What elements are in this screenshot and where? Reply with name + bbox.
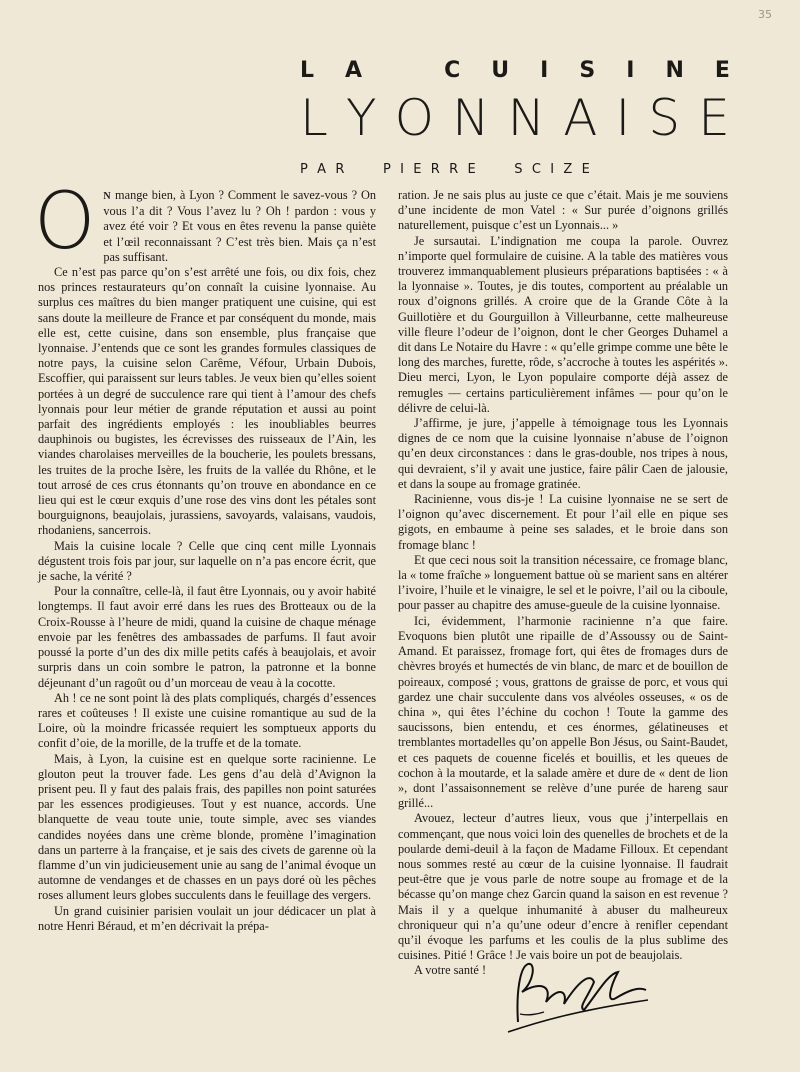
- body-paragraph: Pour la connaître, celle-là, il faut être Lyonnais, ou y avoir habité longtemps. Il faut avoir erré dans les rues des Brotteaux ou de la Croix-Rousse à l’heure de midi, quand la cuisine de chaque ménage envoie par les fenêtres des ambassades de parfums. Il faut avoir poussé la porte d’un des dix mille petits cafés à beaujolais, et avoir surpris dans un coin sombre le patron, la patronne et la bonne déjeunant d’un ragoût ou d’un morceau de veau à la cocotte.: [38, 584, 376, 690]
- right-column: [398, 188, 728, 979]
- kicker-letter: S: [579, 58, 596, 83]
- body-paragraph: Je sursautai. L’indignation me coupa la parole. Ouvrez n’importe quel formulaire de cuisine. A la table des matières vous trouverez immanquablement plusieurs préparations baptisées : « à la lyonnaise ». Toutes, je dis toutes, comportent au préalable un roux d’oignons grillés. A croire que de la Grande Côte à la Guillotière et du Gourguillon à Villeurbanne, cette malheureuse ville fleure l’odeur de l’oignon, dont le cher Georges Duhamel a dit dans Le Notaire du Havre : « qu’elle grimpe comme une bête le long des marches, furette, rôde, s’accroche à toutes les aspérités ». Dieu merci, Lyon, le Lyon populaire comporte déjà assez de remugles — certains particulièrement infâmes — pour qu’on le délivre de celui-là.: [398, 233, 728, 415]
- article-kicker: [300, 58, 730, 83]
- kicker-letter: I: [626, 58, 635, 83]
- right-continued-paragraph: ration. Je ne sais plus au juste ce que c’était. Mais je me souviens d’une incidente de mon Vatel : « Sur purée d’oignons grillés naturellement, puisque c’est un Lyonnais... »: [398, 188, 728, 233]
- title-letter: A: [563, 89, 598, 147]
- left-column: [34, 177, 376, 934]
- first-paragraph-text: mange bien, à Lyon ? Comment le savez-vous ? On vous l’a dit ? Vous l’avez lu ? Oh ! pardon : vous y avez été voir ? Et vous en êtes revenu la panse quiète et l’œil reconnaissant ? C’est très bien. Mais ça n’est pas suffisant.: [103, 188, 376, 264]
- title-letter: O: [394, 89, 435, 147]
- byline-letter: S: [514, 162, 523, 177]
- first-paragraph: [34, 177, 376, 267]
- body-paragraph: Et que ceci nous soit la transition nécessaire, ce fromage blanc, la « tome fraîche » longuement battue où se marient sans en altérer l’ivoire, l’huile et le vinaigre, le sel et le poivre, l’ail ou la ciboule, pour passer au chapitre des amuse-gueule de la cuisine lyonnaise.: [398, 552, 728, 613]
- body-paragraph: Ce n’est pas parce qu’on s’est arrêté une fois, ou dix fois, chez nos princes restaurateurs qu’on connaît la cuisine lyonnaise. Au surplus ces maîtres du bien manger pratiquent une cuisine, qui est sans doute la meilleure de France et par conséquent du monde, mais elle est, cette cuisine, dans son ensemble, plus française que lyonnaise. J’entends que ce sont les grandes formules classiques de notre pays, la cuisine selon Carême, Véfour, Urbain Dubois, Escoffier, qui paraissent sur leurs tables. Je veux bien qu’elles soient portées à un degré de succulence rare qui tient à l’amour des chefs lyonnais pour leur métier de grande réputation et aussi au point parfait des ingrédients employés : les inoubliables beurres dauphinois ou bugistes, les écrevisses des ruisseaux de l’Ain, les viandes charolaises merveilles de la boucherie, les poulets bressans, les truites de la proche Isère, les fruits de la vallée du Rhône, et le tout arrosé de ces crus étonnants qu’on trouve en abondance en ce lieu qui est le cœur exquis d’une rose des vins dont les pétales sont bourguignons, beaujolais, jurassiens, savoyards, valaisans, vaudois, rhodaniens, sancerrois.: [38, 265, 376, 538]
- kicker-letter: [393, 58, 413, 83]
- byline: [300, 162, 590, 177]
- body-paragraph: Mais, à Lyon, la cuisine est en quelque sorte racinienne. Le glouton peut la trouver fade. Les gens d’au delà d’Avignon la prisent peu. Il y faut des palais frais, des papilles non point saturées par les essences prodigieuses. Tout y est nuance, accords. Une blanquette de veau toute unie, toute simple, avec ses viandes candides noyées dans une crème blonde, promène l’imagination dans un parterre à la française, et je sais des civets de garenne où la flamme d’un vin judicieusement unie au sang de l’animal évoque un automne de vendanges et de chasses en un pays doré où les pêches roses allument leurs globes succulents dans le feuillage des vergers.: [38, 751, 376, 903]
- kicker-letter: C: [444, 58, 461, 83]
- body-paragraph: Racinienne, vous dis-je ! La cuisine lyonnaise ne se sert de l’oignon qu’avec discernement. Et pour l’ail elle en pique ses gigots, en embaume à peine ses salades, et le broie dans son fromage blanc !: [398, 492, 728, 552]
- byline-letter: E: [581, 162, 590, 177]
- title-letter: S: [648, 89, 681, 147]
- byline-letter: A: [317, 162, 327, 177]
- signoff: A votre santé !: [414, 963, 487, 978]
- byline-letter: C: [531, 162, 541, 177]
- body-paragraph: Un grand cuisinier parisien voulait un jour dédicacer un plat à notre Henri Béraud, et m’en décrivait la prépa-: [38, 903, 376, 933]
- kicker-letter: U: [491, 58, 510, 83]
- title-letter: N: [507, 89, 546, 147]
- byline-letter: [485, 162, 505, 177]
- first-smallcaps: N: [103, 191, 112, 202]
- kicker-letter: N: [665, 58, 684, 83]
- byline-letter: R: [335, 162, 345, 177]
- page-number: 35: [758, 8, 772, 21]
- body-paragraph: J’affirme, je jure, j’appelle à témoignage tous les Lyonnais dignes de ce nom que la cuisine lyonnaise n’abuse de l’oignon qu’en deux circonstances : dans le gras-double, nos tripes à nous, qui devraient, s’il y avait une justice, faire pâlir Caen de jalousie, et dans la soupe au fromage gratinée.: [398, 416, 728, 491]
- byline-letter: Z: [563, 162, 573, 177]
- byline-letter: [354, 162, 374, 177]
- kicker-letter: E: [714, 58, 730, 83]
- byline-letter: R: [449, 162, 459, 177]
- byline-letter: P: [382, 162, 391, 177]
- kicker-letter: I: [540, 58, 549, 83]
- article-title: [300, 90, 730, 146]
- author-signature: [498, 952, 658, 1042]
- drop-cap: O: [34, 177, 96, 267]
- body-paragraph: Ici, évidemment, l’harmonie racinienne n’a que faire. Evoquons bien plutôt une ripaille de d’Assoussy ou de Saint-Amand. Et paraissez, fromage fort, qui êtes de fromages durs de chèvres broyés et humectés de vin blanc, de marc et de bouillon de poireaux, composé ; vous, grattons de graisse de porc, et vous qui gardez une chair succulente dans vos alvéoles osseuses, « os de china », qui êtes l’échine du cochon ! Toute la gamme des saucissons, bien entendu, et ces énormes, gélatineuses et tremblantes mortadelles qu’on appelle Bon Jésus, ou Saint-Baudet, et ces paquets de couenne ficelés et bouillis, et les queues de cochon à la moutarde, et la salade amère et dure de « dent de lion », dont l’assaisonnement se relève d’une purée de hareng saur grillé...: [398, 613, 728, 811]
- byline-letter: I: [550, 162, 555, 177]
- title-letter: L: [300, 89, 328, 147]
- kicker-letter: L: [300, 58, 315, 83]
- byline-letter: E: [413, 162, 422, 177]
- byline-letter: P: [300, 162, 308, 177]
- byline-letter: I: [400, 162, 404, 177]
- title-letter: E: [698, 89, 730, 147]
- title-letter: I: [615, 89, 631, 147]
- title-letter: Y: [345, 89, 377, 147]
- title-letter: N: [452, 89, 490, 147]
- byline-letter: R: [430, 162, 440, 177]
- body-paragraph: Ah ! ce ne sont point là des plats compliqués, chargés d’essences rares et coûteuses ! Il existe une cuisine romantique au sud de la Loire, où la moindre fricassée requiert les somptueux apports du confit d’oie, de la morille, de la truffe et de la tomate.: [38, 690, 376, 751]
- kicker-letter: A: [345, 58, 363, 83]
- byline-letter: E: [467, 162, 476, 177]
- body-paragraph: Mais la cuisine locale ? Celle que cinq cent mille Lyonnais dégustent trois fois par jour, sur laquelle on n’a pas encore écrit, que je sache, la vérité ?: [38, 538, 376, 584]
- body-paragraph: Avouez, lecteur d’autres lieux, vous que j’interpellais en commençant, que nous voici loin des quenelles de brochets et de la poularde demi-deuil à la façon de Madame Filloux. Et cependant nous sommes resté au cœur de la cuisine lyonnaise. Il faudrait peut-être que je vous parle de notre soupe au fromage et de la bécasse qu’on mange chez Garcin quand la saison en est revenue ? Mais il y a quelque inhumanité à abuser du malheureux chroniqueur qui n’a qu’une odeur d’encre à renifler cependant qu’il évoque les parfums et les coulis de la plus sublime des cuisines. Pitié ! Grâce ! Je vais boire un pot de beaujolais.: [398, 811, 728, 963]
